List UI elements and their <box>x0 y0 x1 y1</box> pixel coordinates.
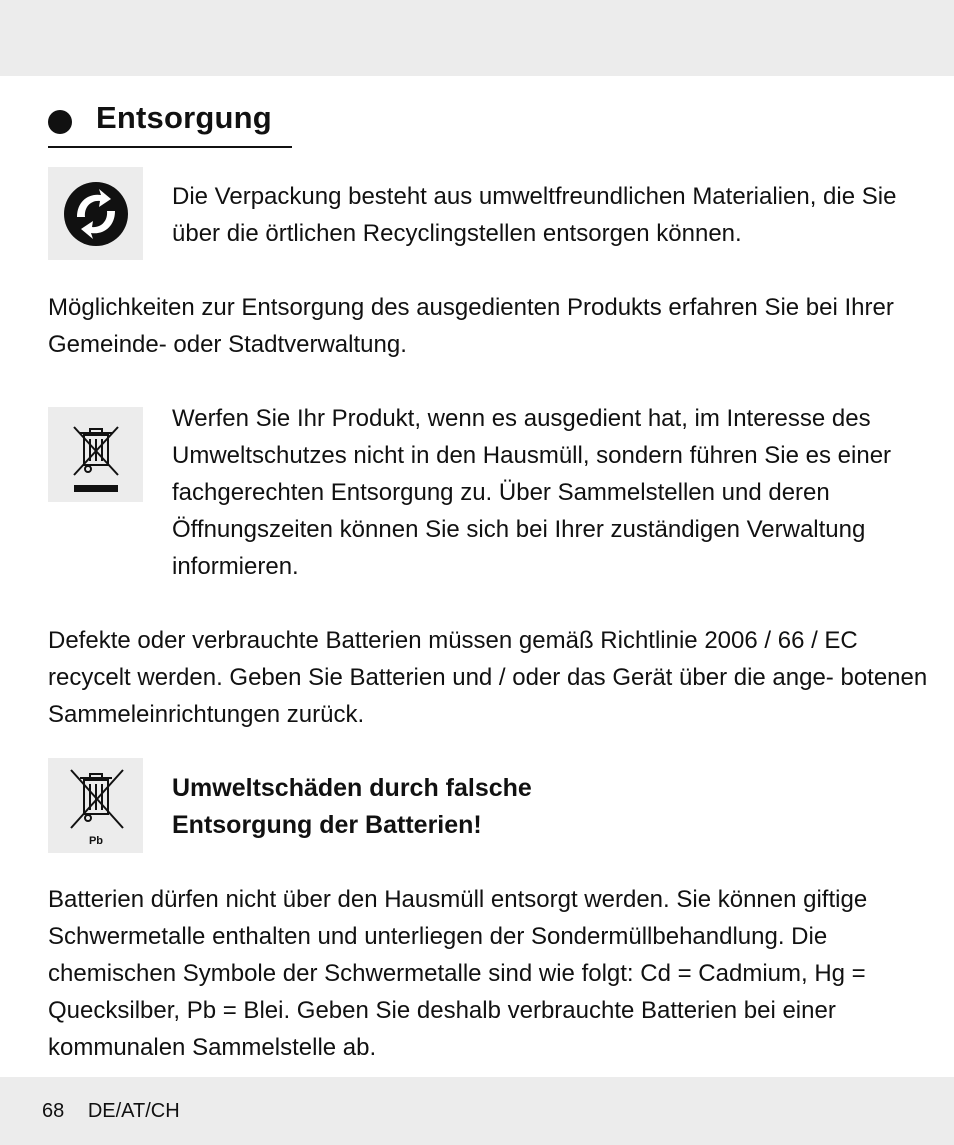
weee-icon-box <box>48 407 143 502</box>
bullet-icon <box>48 110 72 134</box>
warning-line-2: Entsorgung der Batterien! <box>172 811 482 839</box>
section-title: Entsorgung <box>96 100 272 135</box>
locale-label: DE/AT/CH <box>87 1100 180 1122</box>
battery-icon-label: Pb <box>88 834 103 847</box>
recycling-icon-box <box>48 167 143 260</box>
header-band <box>0 0 954 76</box>
section-heading <box>48 100 292 148</box>
battery-icon-box <box>48 758 143 853</box>
packaging-text: Die Verpackung besteht aus umweltfreundlichen Materialien, die Sie über die örtlichen Recyclingstellen entsorgen können. <box>172 183 897 247</box>
green-dot-recycling-icon <box>61 179 131 249</box>
page-number: 68 <box>42 1100 65 1122</box>
product-disposal-text: Möglichkeiten zur Entsorgung des ausgedienten Produkts erfahren Sie bei Ihrer Gemeinde- oder Stadtverwaltung. <box>48 294 894 358</box>
crossed-out-bin-pb-icon <box>61 762 131 850</box>
weee-text: Werfen Sie Ihr Produkt, wenn es ausgedient hat, im Interesse des Umweltschutzes nicht in den Hausmüll, sondern führen Sie es einer fachgerechten Entsorgung zu. Über Sammelstellen und deren Öffnungszeiten können Sie sich bei Ihrer zuständigen Verwaltung informieren. <box>172 405 892 580</box>
footer <box>42 1100 198 1123</box>
heavy-metals-text: Batterien dürfen nicht über den Hausmüll entsorgt werden. Sie können giftige Schwermetalle enthalten und unterliegen der Sondermüllbehandlung. Die chemischen Symbole der Schwermetalle sind wie folgt: Cd = Cadmium, Hg = Quecksilber, Pb = Blei. Geben Sie deshalb verbrauchte Batterien bei einer kommunalen Sammelstelle ab. <box>48 886 868 1061</box>
warning-line-1: Umweltschäden durch falsche <box>172 774 532 802</box>
crossed-out-wheelie-bin-icon <box>66 415 126 495</box>
batteries-directive-text: Defekte oder verbrauchte Batterien müssen gemäß Richtlinie 2006 / 66 / EC recycelt werden. Geben Sie Batterien und / oder das Gerät über die ange- botenen Sammeleinrichtungen zurück. <box>48 627 928 728</box>
battery-warning <box>172 770 772 844</box>
